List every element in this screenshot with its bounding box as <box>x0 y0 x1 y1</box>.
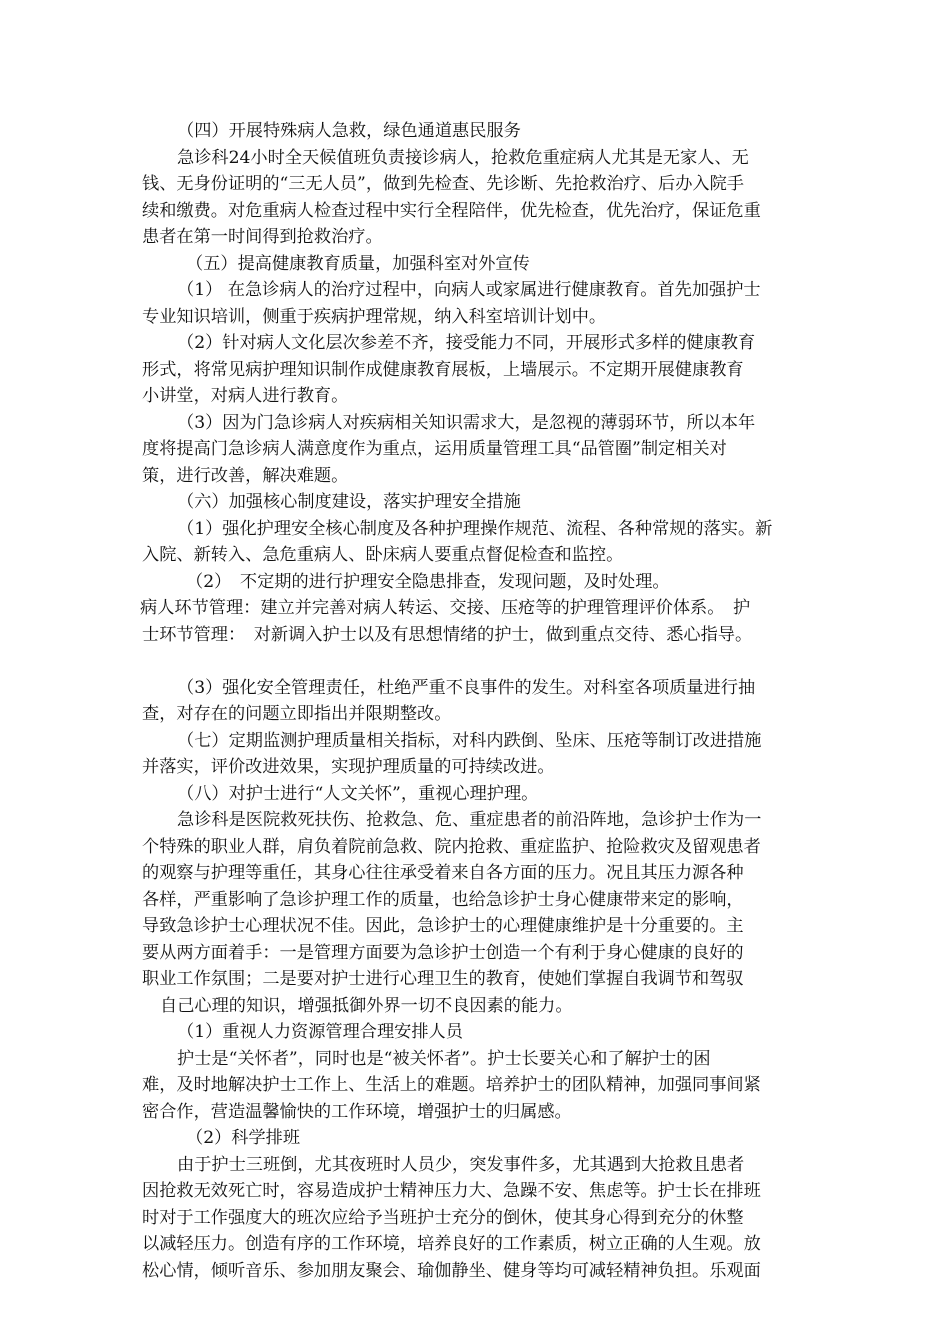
paragraph-line: 钱、无身份证明的“三无人员”，做到先检查、先诊断、先抢救治疗、后办入院手 <box>142 174 744 194</box>
subsection-heading: （1）重视人力资源管理合理安排人员 <box>177 1022 463 1042</box>
paragraph-line: 护士是“关怀者”，同时也是“被关怀者”。护士长要关心和了解护士的困 <box>177 1048 711 1069</box>
paragraph-line: 士环节管理： 对新调入护士以及有思想情绪的护士，做到重点交待、悉心指导。 <box>142 624 753 645</box>
paragraph-line: 要从两方面着手：一是管理方面要为急诊护士创造一个有利于身心健康的良好的 <box>142 942 744 963</box>
paragraph-line: 个特殊的职业人群，肩负着院前急救、院内抢救、重症监护、抢险救灾及留观患者 <box>142 836 761 857</box>
subsection-heading: （2）科学排班 <box>186 1128 301 1148</box>
paragraph-line: 急诊科24小时全天候值班负责接诊病人，抢救危重症病人尤其是无家人、无 <box>177 147 749 168</box>
paragraph-line: （2） 不定期的进行护理安全隐患排查，发现问题，及时处理。 <box>186 571 670 592</box>
paragraph-line: 因抢救无效死亡时，容易造成护士精神压力大、急躁不安、焦虑等。护士长在排班 <box>142 1181 761 1201</box>
paragraph-line: 时对于工作强度大的班次应给予当班护士充分的倒休，使其身心得到充分的休整 <box>142 1207 744 1228</box>
paragraph-line: 由于护士三班倒，尤其夜班时人员少，突发事件多，尤其遇到大抢救且患者 <box>177 1154 745 1175</box>
paragraph-line: （1）强化护理安全核心制度及各种护理操作规范、流程、各种常规的落实。新 <box>177 518 773 539</box>
paragraph-line: 小讲堂，对病人进行教育。 <box>142 386 349 406</box>
paragraph-line: 策，进行改善，解决难题。 <box>142 465 349 486</box>
paragraph-line: （3）强化安全管理责任，杜绝严重不良事件的发生。对科室各项质量进行抽 <box>177 677 756 698</box>
paragraph-line: 自己心理的知识，增强抵御外界一切不良因素的能力。 <box>160 995 573 1016</box>
paragraph-line: 并落实，评价改进效果，实现护理质量的可持续改进。 <box>142 757 555 777</box>
paragraph-line: 职业工作氛围；二是要对护士进行心理卫生的教育，使她们掌握自我调节和驾驭 <box>142 969 744 989</box>
paragraph-line: 导致急诊护士心理状况不佳。因此，急诊护士的心理健康维护是十分重要的。主 <box>142 916 744 936</box>
paragraph-line: 病人环节管理：建立并完善对病人转运、交接、压疮等的护理管理评价体系。 护 <box>140 598 751 618</box>
section-heading: （四）开展特殊病人急救，绿色通道惠民服务 <box>177 121 521 141</box>
paragraph-line: 续和缴费。对危重病人检查过程中实行全程陪伴，优先检查，优先治疗，保证危重 <box>142 200 761 221</box>
section-heading: （五）提高健康教育质量，加强科室对外宣传 <box>186 253 530 274</box>
document-body <box>142 118 808 1284</box>
paragraph-line: 形式，将常见病护理知识制作成健康教育展板，上墙展示。不定期开展健康教育 <box>142 359 744 380</box>
blank-line <box>142 648 808 675</box>
paragraph-line: 专业知识培训，侧重于疾病护理常规，纳入科室培训计划中。 <box>142 306 607 327</box>
paragraph-line: 入院、新转入、急危重病人、卧床病人要重点督促检查和监控。 <box>142 545 624 565</box>
section-heading: （七）定期监测护理质量相关指标，对科内跌倒、坠床、压疮等制订改进措施 <box>177 730 762 751</box>
paragraph-line: 急诊科是医院救死扶伤、抢救急、危、重症患者的前沿阵地，急诊护士作为一 <box>177 810 762 830</box>
paragraph-line: 松心情，倾听音乐、参加朋友聚会、瑜伽静坐、健身等均可减轻精神负担。乐观面 <box>142 1260 761 1281</box>
paragraph-line: （2）针对病人文化层次参差不齐，接受能力不同，开展形式多样的健康教育 <box>177 333 756 353</box>
paragraph-line: （1） 在急诊病人的治疗过程中，向病人或家属进行健康教育。首先加强护士 <box>177 280 761 300</box>
section-heading: （六）加强核心制度建设，落实护理安全措施 <box>177 492 521 512</box>
section-heading: （八）对护士进行“人文关怀”，重视心理护理。 <box>177 783 539 804</box>
paragraph-line: 密合作，营造温馨愉快的工作环境，增强护士的归属感。 <box>142 1101 572 1122</box>
paragraph-line: 难，及时地解决护士工作上、生活上的难题。培养护士的团队精神，加强同事间紧 <box>142 1075 761 1095</box>
paragraph-line: （3）因为门急诊病人对疾病相关知识需求大，是忽视的薄弱环节，所以本年 <box>177 412 756 433</box>
paragraph-line: 的观察与护理等重任，其身心往往承受着来自各方面的压力。况且其压力源各种 <box>142 863 744 883</box>
paragraph-line: 患者在第一时间得到抢救治疗。 <box>142 227 383 247</box>
paragraph-line: 各样，严重影响了急诊护理工作的质量，也给急诊护士身心健康带来定的影响， <box>142 889 744 910</box>
paragraph-line: 以减轻压力。创造有序的工作环境，培养良好的工作素质，树立正确的人生观。放 <box>142 1234 761 1254</box>
paragraph-line: 度将提高门急诊病人满意度作为重点，运用质量管理工具“品管圈”制定相关对 <box>142 439 727 459</box>
paragraph-line: 查，对存在的问题立即指出并限期整改。 <box>142 704 452 724</box>
